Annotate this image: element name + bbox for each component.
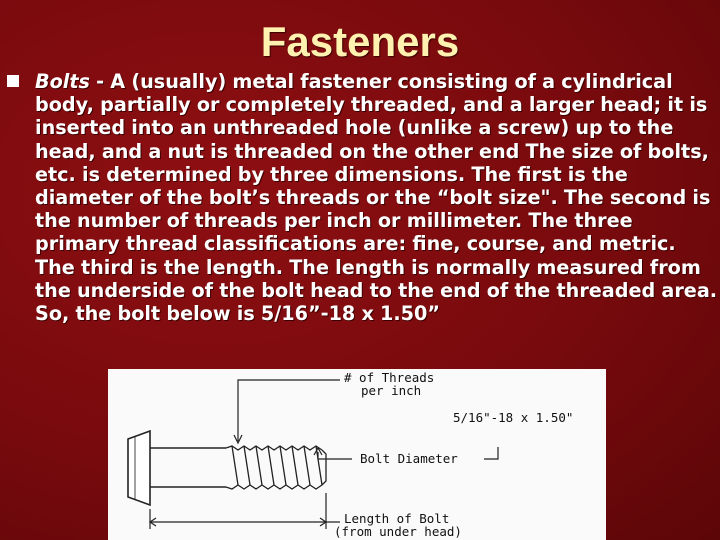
length-label-line1: Length of Bolt bbox=[344, 511, 450, 526]
bolt-diagram bbox=[108, 369, 606, 540]
bolt-head bbox=[128, 431, 150, 505]
slide-title: Fasteners bbox=[260, 18, 460, 65]
threads-label-line1: # of Threads bbox=[344, 370, 435, 385]
bolt-threads bbox=[226, 446, 326, 489]
bolt-shank bbox=[150, 448, 226, 487]
diameter-label: Bolt Diameter bbox=[360, 451, 458, 466]
threads-leader bbox=[234, 380, 340, 443]
bullet-square-icon bbox=[7, 75, 19, 87]
bolt-diagram-svg bbox=[108, 369, 606, 540]
length-label-line2: (from under head) bbox=[334, 524, 462, 539]
spec-label: 5/16"-18 x 1.50" bbox=[453, 410, 574, 425]
length-dimension bbox=[150, 493, 340, 529]
body-paragraph bbox=[35, 70, 720, 325]
term-bolts: Bolts bbox=[35, 70, 90, 93]
definition-text: - A (usually) metal fastener consisting of a cylindrical body, partially or completely threaded, and a larger head; it is inserted into an unthreaded hole (unlike a screw) up to the head, and a nut is threaded on the other end The size of bolts, etc. is determined by three dimensions. The first is the diameter of the bolt’s threads or the “bolt size". The second is the number of threads per inch or millimeter. The three primary thread classifications are: fine, course, and metric. The third is the length. The length is normally measured from the underside of the bolt head to the end of the threaded area. So, the bolt below is 5/16”-18 x 1.50” bbox=[35, 70, 718, 326]
threads-label-line2: per inch bbox=[361, 383, 422, 398]
